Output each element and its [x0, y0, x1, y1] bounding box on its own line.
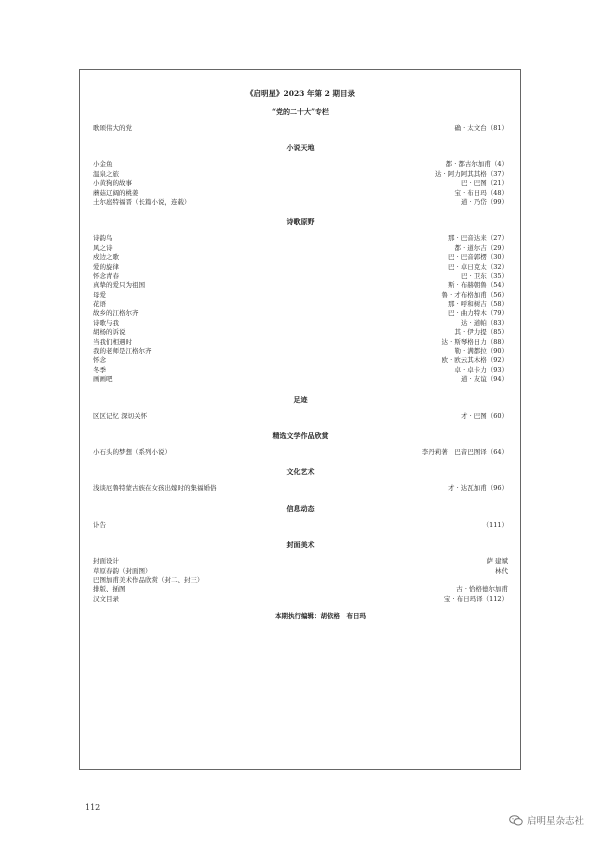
entry-author-page: 达 · 道帕（83）	[461, 318, 508, 327]
toc-entry	[93, 198, 508, 207]
entry-title: 小金鱼	[93, 160, 113, 169]
entry-author-page: 道 · 友谊（94）	[461, 375, 508, 384]
toc-entry	[93, 521, 508, 530]
toc-entry	[93, 356, 508, 365]
toc-entry	[93, 347, 508, 356]
toc-entry	[93, 170, 508, 179]
entry-author-page: 那 · 呼和树吉（58）	[448, 300, 508, 309]
entry-author-page: 达 · 阿力阿其其格（37）	[435, 169, 508, 178]
entry-author-page: 巴 · 曲力特木（79）	[448, 309, 508, 318]
toc-entry	[93, 567, 508, 576]
entry-title: 讣告	[93, 520, 106, 529]
entry-title: 诗韵鸟	[93, 234, 113, 243]
toc-entry	[93, 189, 508, 198]
entry-title: 画画吧	[93, 375, 113, 384]
entry-title: 母爱	[93, 290, 106, 299]
toc-entry	[93, 338, 508, 347]
toc-entry	[93, 412, 508, 421]
entry-author-page: 欧 · 欧云其木格（92）	[441, 356, 508, 365]
entry-title: 怀念青春	[93, 271, 119, 280]
toc-entry	[93, 179, 508, 188]
toc-entry	[93, 319, 508, 328]
entry-title: 当我们相遇时	[93, 337, 132, 346]
section-heading: 精选文学作品欣赏	[272, 430, 329, 440]
entry-title: 封面设计	[93, 557, 119, 566]
entry-author-page: 巴 · 巴图（21）	[461, 179, 508, 188]
entry-author-page: 李丹莉著 巴音巴图译（64）	[421, 447, 508, 456]
watermark	[509, 813, 584, 827]
entry-title: 小石头的梦想（系列小说）	[93, 447, 171, 456]
section-heading: 诗歌原野	[286, 217, 315, 227]
section-heading: 足迹	[293, 394, 308, 404]
entry-title: 区区记忆 深切关怀	[93, 411, 148, 420]
entry-title: 巴图加甫美术作品欣赏（封二、封三）	[93, 575, 204, 584]
toc-entry	[93, 576, 508, 585]
entry-author-page: 达 · 斯琴格日力（88）	[441, 337, 508, 346]
wechat-icon	[509, 815, 523, 826]
entry-author-page: 巴 · 卓日克太（32）	[448, 262, 508, 271]
entry-title: 冬季	[93, 365, 106, 374]
entry-author-page: （111）	[482, 520, 508, 529]
toc-entry	[93, 160, 508, 169]
entry-title: 小黄狗的故事	[93, 179, 132, 188]
entry-author-page: 巴 · 巴音郭楞（30）	[448, 253, 508, 262]
entry-title: 蘑菇辽阔的桃姜	[93, 188, 139, 197]
section-heading: 信息动态	[286, 503, 315, 513]
entry-author-page: 才 · 达瓦加甫（96）	[448, 484, 508, 493]
section-heading: 封面美术	[286, 540, 315, 550]
toc-sections	[93, 106, 508, 604]
toc-entry	[93, 585, 508, 594]
entry-author-page: 卓 · 卓卡力（93）	[454, 365, 508, 374]
toc-entry	[93, 272, 508, 281]
entry-author-page: 巴 · 卫东（35）	[461, 271, 508, 280]
toc-entry	[93, 557, 508, 566]
section-heading: 文化艺术	[286, 467, 315, 477]
entry-title: 戍边之歌	[93, 253, 119, 262]
toc-entry	[93, 124, 508, 133]
toc-entry	[93, 448, 508, 457]
toc-entry	[93, 263, 508, 272]
entry-author-page: 萨 建斌	[486, 557, 508, 566]
page-number: 112	[85, 803, 101, 812]
entry-title: 草原春韵（封面图）	[93, 566, 152, 575]
entry-title: 爱的旋律	[93, 262, 119, 271]
entry-title: 土尔扈特福晋（长篇小说，连载）	[93, 197, 191, 206]
entry-author-page: 宝 · 布日玛（48）	[454, 188, 508, 197]
entry-title: 诗歌与我	[93, 318, 119, 327]
toc-entry	[93, 309, 508, 318]
section-heading: “党的二十大”专栏	[271, 107, 330, 116]
entry-author-page: 宝 · 布日玛译（112）	[443, 594, 508, 603]
toc-entry	[93, 244, 508, 253]
entry-author-page: 确 · 太文台（81）	[454, 124, 508, 132]
entry-title: 风之诗	[93, 243, 113, 252]
entry-author-page: 林代	[495, 566, 508, 575]
entry-title: 真挚的爱只为祖国	[93, 281, 145, 290]
toc-entry	[93, 484, 508, 493]
executive-editor: 本期执行编辑：胡依格 布日玛	[275, 612, 366, 621]
entry-title: 怀念	[93, 356, 106, 365]
entry-author-page: 其 · 伊力提（85）	[454, 328, 508, 337]
table-of-contents	[93, 82, 508, 622]
toc-entry	[93, 291, 508, 300]
toc-entry	[93, 375, 508, 384]
toc-entry	[93, 253, 508, 262]
toc-entry	[93, 300, 508, 309]
toc-entry	[93, 281, 508, 290]
entry-title: 花语	[93, 300, 106, 309]
watermark-text: 启明星杂志社	[526, 816, 584, 827]
toc-entry	[93, 366, 508, 375]
entry-author-page: 古 · 恰格德尔加甫	[456, 585, 508, 594]
entry-title: 浅谈厄鲁特蒙古族在女孩出嫁时的集福婚俗	[93, 484, 217, 493]
entry-title: 歌颂伟大的党	[93, 124, 132, 132]
entry-title: 温泉之旅	[93, 169, 119, 178]
entry-author-page: 才 · 巴图（60）	[461, 411, 508, 420]
entry-author-page: 勒 · 满都拉（90）	[454, 347, 508, 356]
entry-title: 故乡的江格尔齐	[93, 309, 139, 318]
entry-author-page: 斯 · 布赫朝鲁（54）	[448, 281, 508, 290]
entry-title: 汉文目录	[93, 594, 119, 603]
entry-author-page: 都 · 都古尔加甫（4）	[445, 160, 508, 169]
entry-title: 胡杨的诉说	[93, 328, 126, 337]
section-heading: 小说天地	[286, 143, 315, 153]
entry-author-page: 那 · 巴音达来（27）	[448, 234, 508, 243]
entry-author-page: 鲁 · 才布格加甫（56）	[441, 290, 508, 299]
entry-author-page: 道 · 乃岱（99）	[461, 197, 508, 206]
toc-entry	[93, 328, 508, 337]
entry-title: 我的老师是江格尔齐	[93, 347, 152, 356]
toc-title: 《启明星》2023 年第 2 期目录	[246, 89, 355, 98]
toc-entry	[93, 234, 508, 243]
entry-author-page: 都 · 道尔吉（29）	[454, 243, 508, 252]
toc-entry	[93, 595, 508, 604]
entry-title: 排版、插图	[93, 585, 126, 594]
